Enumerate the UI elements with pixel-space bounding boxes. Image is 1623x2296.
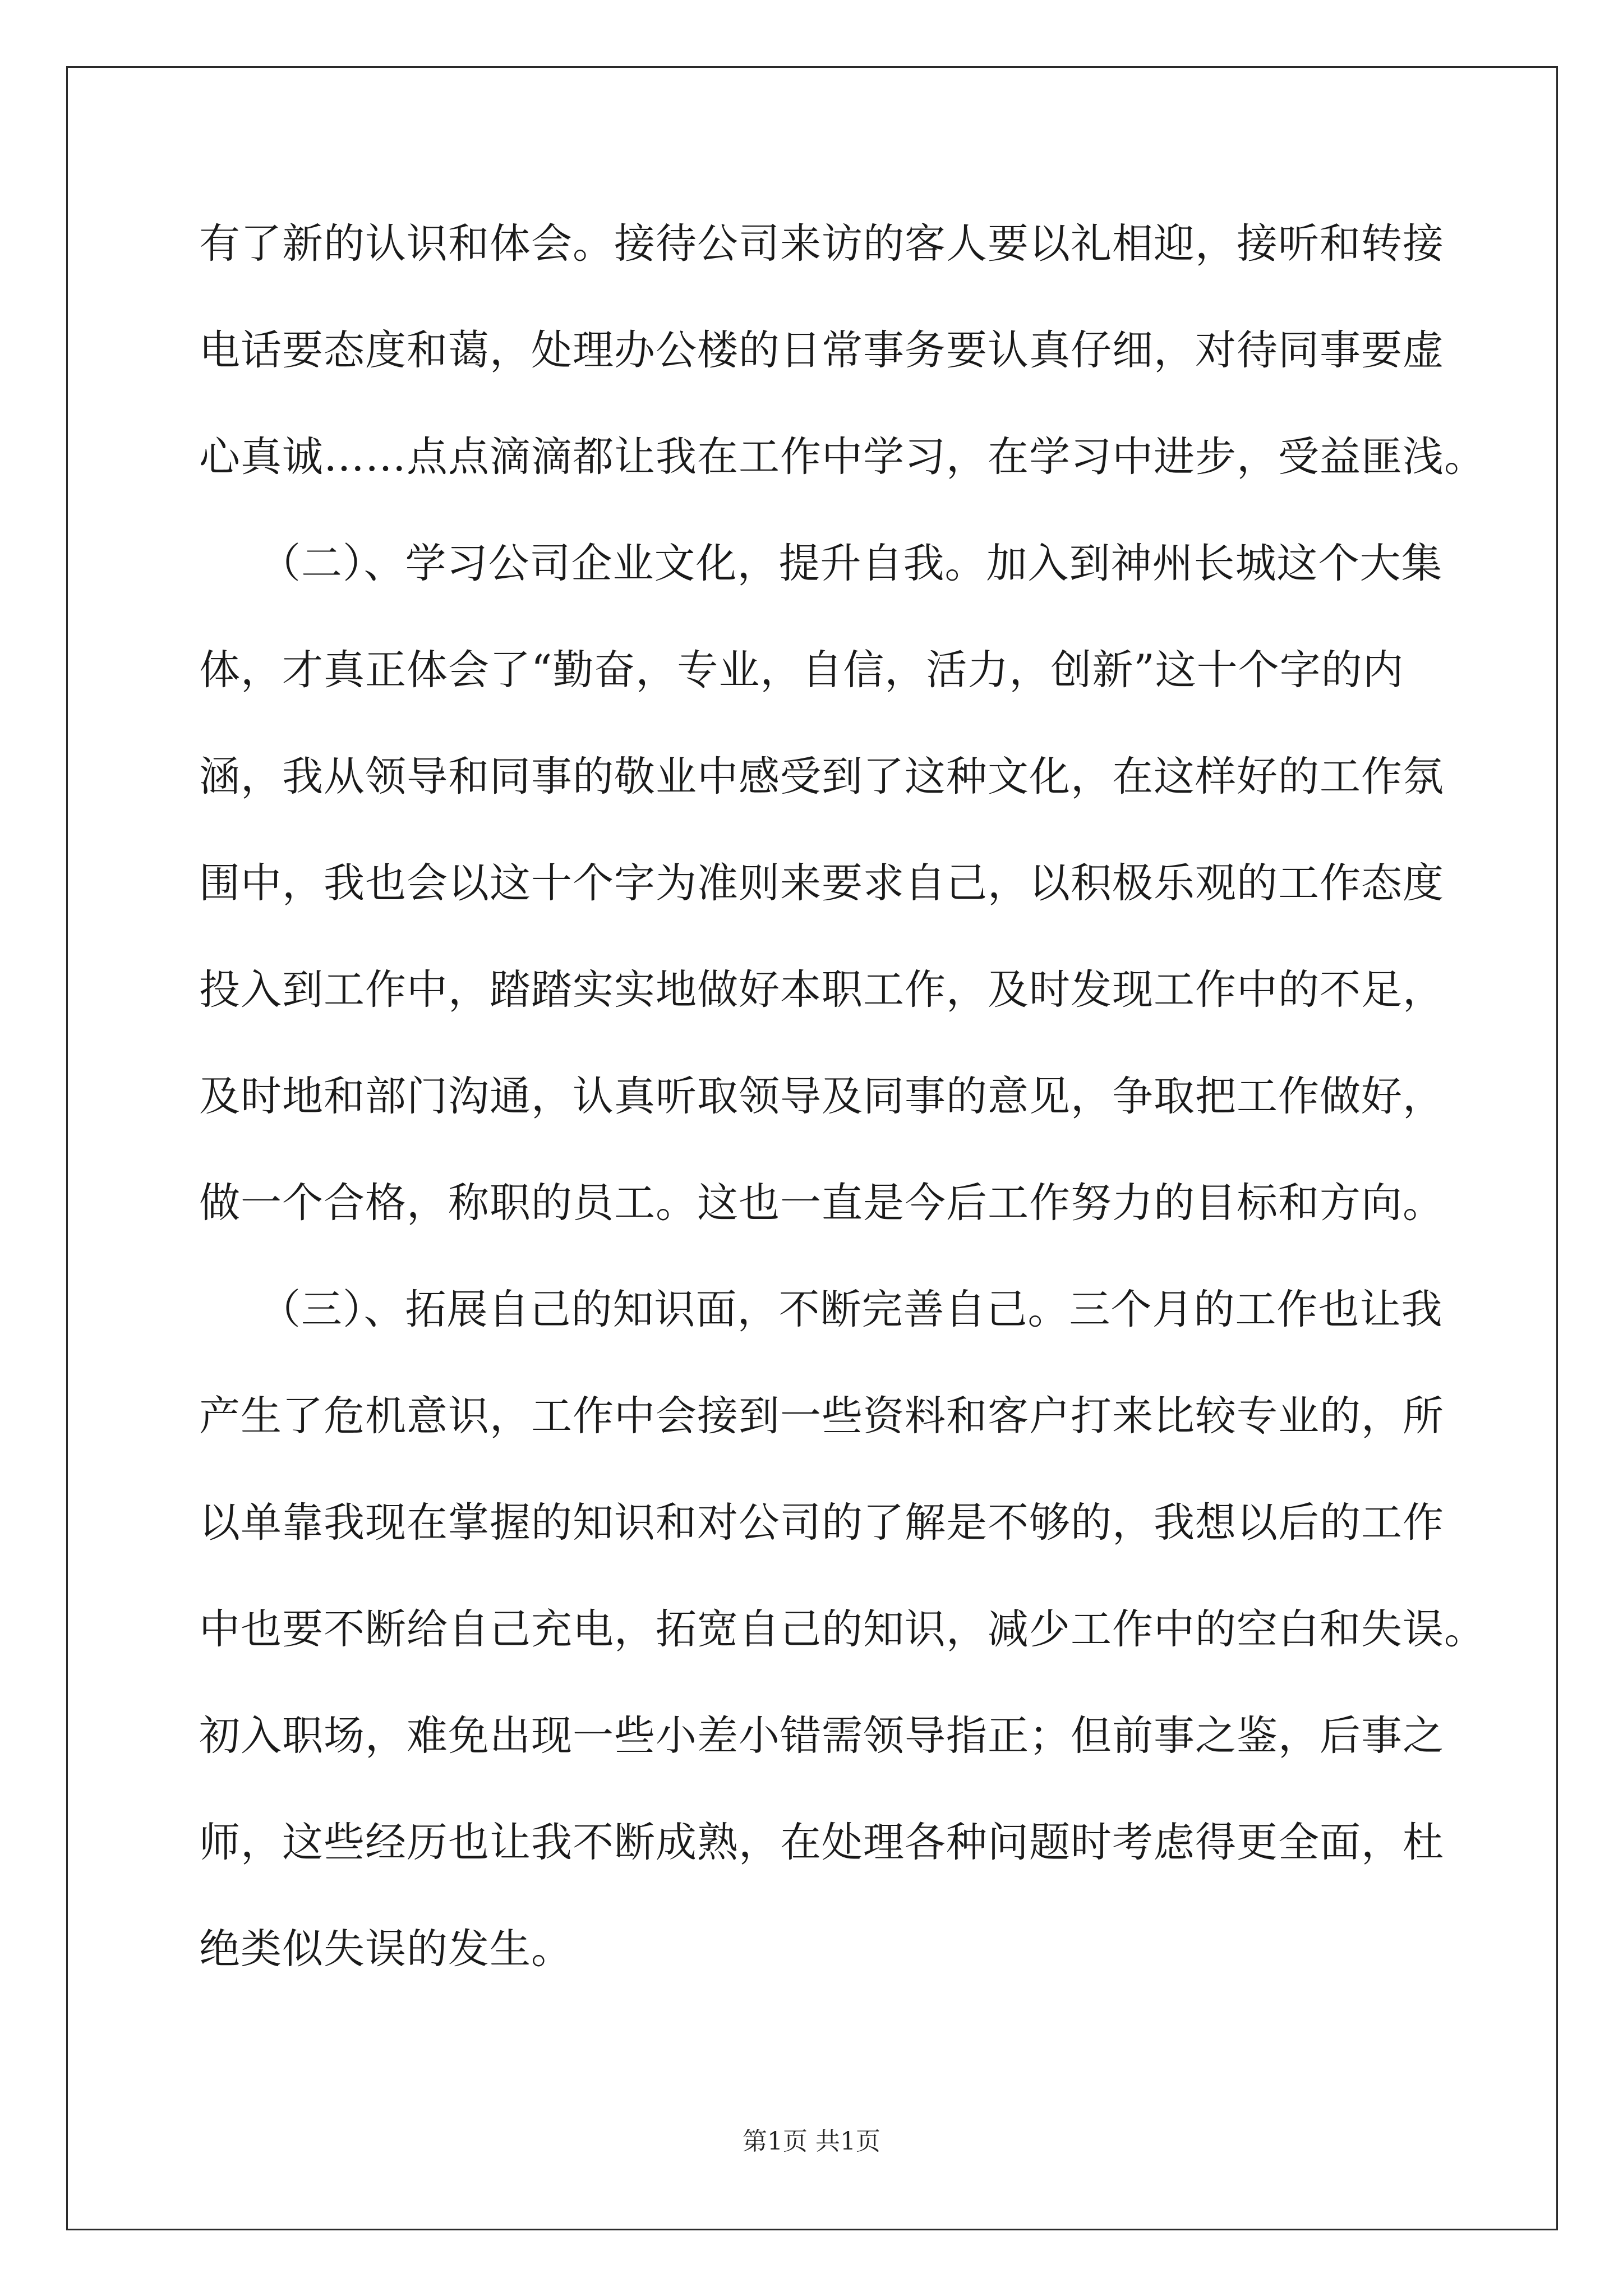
text-line: 师，这些经历也让我不断成熟，在处理各种问题时考虑得更全面，杜 [199, 1819, 1444, 1866]
text-line: （二）、学习公司企业文化，提升自我。加入到神州长城这个大集 [260, 540, 1443, 587]
text-line: 绝类似失误的发生。 [199, 1925, 573, 1973]
text-line: 体，才真正体会了“勤奋，专业，自信，活力，创新”这十个字的内 [199, 646, 1404, 694]
text-line: 以单靠我现在掌握的知识和对公司的了解是不够的，我想以后的工作 [199, 1499, 1444, 1547]
text-line: 围中，我也会以这十个字为准则来要求自己，以积极乐观的工作态度 [199, 859, 1444, 907]
document-body [199, 213, 1486, 2025]
text-line: 及时地和部门沟通，认真听取领导及同事的意见，争取把工作做好， [199, 1073, 1444, 1120]
page-number-footer: 第1页 共1页 [743, 2127, 880, 2156]
text-line: 涵，我从领导和同事的敬业中感受到了这种文化，在这样好的工作氛 [199, 753, 1444, 800]
text-line: 产生了危机意识，工作中会接到一些资料和客户打来比较专业的，所 [199, 1392, 1444, 1440]
text-line: 电话要态度和蔼，处理办公楼的日常事务要认真仔细，对待同事要虚 [199, 326, 1444, 374]
text-line: 投入到工作中，踏踏实实地做好本职工作，及时发现工作中的不足， [199, 966, 1444, 1014]
text-line: （三）、拓展自己的知识面，不断完善自己。三个月的工作也让我 [260, 1286, 1443, 1333]
text-line: 心真诚……点点滴滴都让我在工作中学习，在学习中进步，受益匪浅。 [199, 433, 1486, 481]
text-line: 做一个合格，称职的员工。这也一直是今后工作努力的目标和方向。 [199, 1179, 1444, 1227]
text-line: 初入职场，难免出现一些小差小错需领导指正；但前事之鉴，后事之 [199, 1712, 1444, 1760]
text-line: 有了新的认识和体会。接待公司来访的客人要以礼相迎，接听和转接 [199, 220, 1444, 268]
text-line: 中也要不断给自己充电，拓宽自己的知识，减少工作中的空白和失误。 [199, 1605, 1486, 1653]
